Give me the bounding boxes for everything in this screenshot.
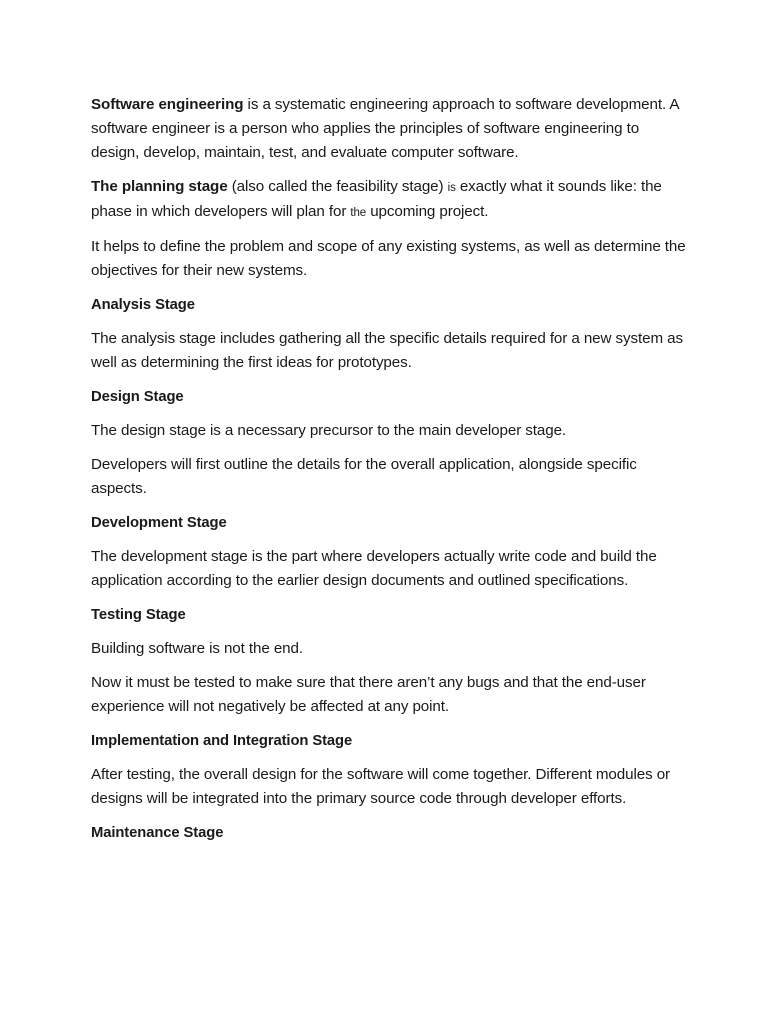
implementation-paragraph: After testing, the overall design for the software will come together. Different modules or designs will be integrated into the primary source code through developer efforts. <box>91 766 671 807</box>
planning-small-the: the <box>350 207 367 219</box>
design-paragraph-1: The design stage is a necessary precursor to the main developer stage. <box>91 422 567 439</box>
implementation-heading: Implementation and Integration Stage <box>91 733 353 749</box>
analysis-paragraph: The analysis stage includes gathering all the specific details required for a new system as well as determining the first ideas for prototypes. <box>91 330 683 371</box>
development-paragraph: The development stage is the part where developers actually write code and build the application according to the earlier design documents and outlined specifications. <box>91 548 657 589</box>
intro-term: Software engineering <box>91 96 244 113</box>
planning-text-a: (also called the feasibility stage) <box>227 178 448 195</box>
planning-term: The planning stage <box>91 178 228 195</box>
testing-paragraph-1: Building software is not the end. <box>91 640 303 657</box>
analysis-heading: Analysis Stage <box>91 297 195 313</box>
design-heading: Design Stage <box>91 389 184 405</box>
document-body <box>91 93 691 855</box>
planning-text-b: exactly what it sounds like: the phase in which developers will plan for <box>91 178 662 220</box>
testing-paragraph-2: Now it must be tested to make sure that there aren’t any bugs and that the end-user experience will not negatively be affected at any point. <box>91 674 646 715</box>
intro-text: is a systematic engineering approach to software development. A software engineer is a person who applies the principles of software engineering to design, develop, maintain, test, and evaluate computer software. <box>91 96 679 161</box>
intro-paragraph <box>91 93 691 165</box>
planning-paragraph <box>91 175 691 225</box>
planning-small-is: is <box>447 182 456 194</box>
maintenance-heading: Maintenance Stage <box>91 825 224 841</box>
planning-text-c: upcoming project. <box>366 203 489 220</box>
development-heading: Development Stage <box>91 515 227 531</box>
planning-paragraph-2: It helps to define the problem and scope of any existing systems, as well as determine the objectives for their new systems. <box>91 238 686 279</box>
testing-heading: Testing Stage <box>91 607 186 623</box>
design-paragraph-2: Developers will first outline the details for the overall application, alongside specific aspects. <box>91 456 637 497</box>
